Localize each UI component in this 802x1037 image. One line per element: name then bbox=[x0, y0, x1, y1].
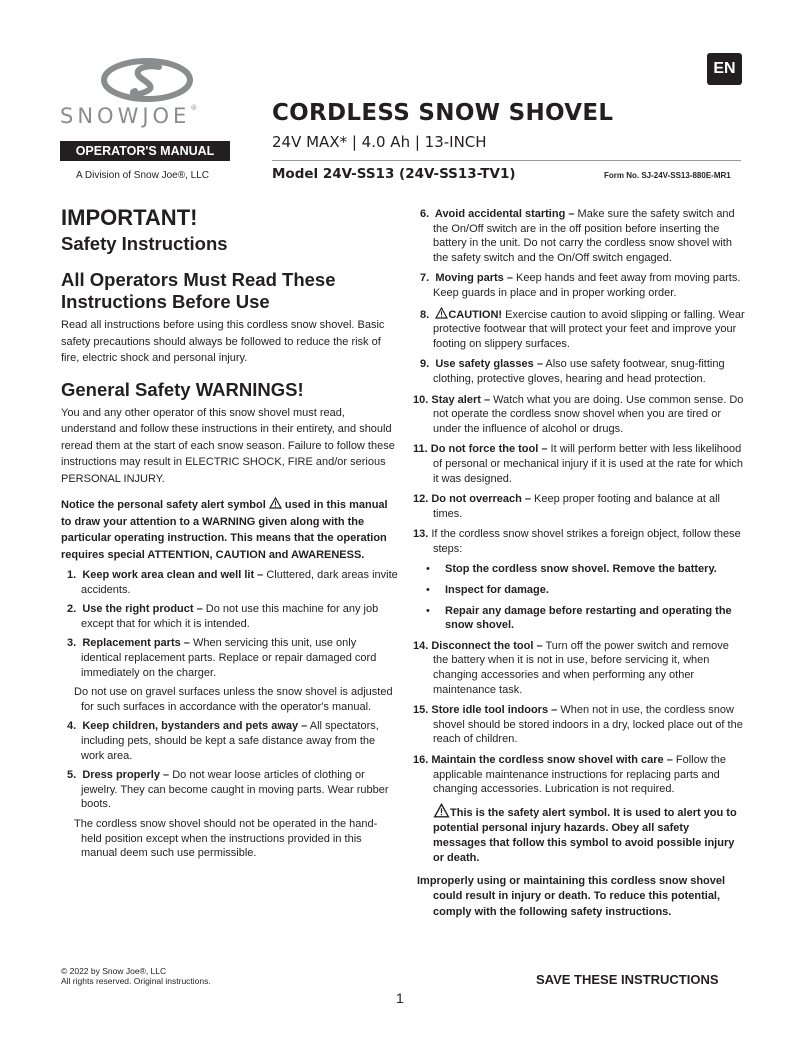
right-column bbox=[413, 207, 745, 920]
bullet-icon: • bbox=[426, 604, 430, 617]
list-item: 6. Avoid accidental starting – Make sure the safety switch and the On/Off switch are in the off position before inserting the battery in the unit. Do not carry the cordless snow shovel with the safety switch and the On/Off switch engaged. bbox=[420, 208, 735, 264]
header-divider bbox=[272, 160, 741, 161]
all-operators-heading: All Operators Must Read These Instructions Before Use bbox=[61, 269, 336, 312]
document-subtitle: 24V MAX* | 4.0 Ah | 13-INCH bbox=[272, 133, 487, 151]
warning-triangle-icon bbox=[269, 497, 282, 509]
closing-paragraph: Improperly using or maintaining this cordless snow shovel could result in injury or death. To reduce this potential, comply with the following safety instructions. bbox=[417, 874, 726, 918]
document-title: CORDLESS SNOW SHOVEL bbox=[272, 100, 614, 126]
list-item: 16. Maintain the cordless snow shovel with care – Follow the applicable maintenance instructions for replacing parts and changing accessories. Lubrication is not required. bbox=[413, 754, 727, 796]
intro-paragraph: Read all instructions before using this cordless snow shovel. Basic safety precautions should always be followed to reduce the risk of fire, electric shock and personal injury. bbox=[61, 319, 385, 364]
list-item: 11. Do not force the tool – It will perform better with less likelihood of personal or mechanical injury if it is used at the rate for which it was designed. bbox=[413, 443, 743, 485]
language-badge: EN bbox=[707, 53, 742, 85]
division-text: A Division of Snow Joe®, LLC bbox=[76, 170, 209, 181]
save-instructions: SAVE THESE INSTRUCTIONS bbox=[536, 972, 719, 987]
operators-manual-banner: OPERATOR'S MANUAL bbox=[60, 141, 230, 161]
page-number: 1 bbox=[396, 990, 404, 1006]
snowjoe-logo-text: SNOWJOE® bbox=[60, 104, 198, 128]
bullet-item: • Inspect for damage. bbox=[426, 584, 549, 597]
safety-alert-paragraph: This is the safety alert symbol. It is used to alert you to potential personal injury hazards. Obey all safety messages that follow this symbol to avoid possible injury or death. bbox=[413, 803, 745, 866]
general-warnings-heading: General Safety WARNINGS! bbox=[61, 378, 304, 400]
bullet-icon: • bbox=[426, 584, 430, 597]
list-item: 9. Use safety glasses – Also use safety footwear, snug-fitting clothing, protective gloves, hearing and head protection. bbox=[420, 358, 725, 385]
list-item: 1. Keep work area clean and well lit – Cluttered, dark areas invite accidents. bbox=[67, 569, 398, 596]
list-item: 7. Moving parts – Keep hands and feet away from moving parts. Keep guards in place and in proper working order. bbox=[420, 272, 741, 299]
warning-triangle-icon bbox=[435, 307, 448, 319]
list-item: 10. Stay alert – Watch what you are doing. Use common sense. Do not operate the cordless snow shovel when you are tired or under the influence of alcohol or drugs. bbox=[413, 393, 744, 435]
snowjoe-logo-mark bbox=[101, 58, 193, 102]
handheld-note: The cordless snow shovel should not be operated in the hand-held position except when the instructions provided in this manual deem such use permissible. bbox=[74, 817, 378, 860]
model-number: Model 24V-SS13 (24V-SS13-TV1) bbox=[272, 166, 516, 182]
list-item: 2. Use the right product – Do not use this machine for any job except that for which it is intended. bbox=[67, 603, 379, 630]
gravel-note: Do not use on gravel surfaces unless the snow shovel is adjusted for such surfaces in accordance with the operator's manual. bbox=[74, 686, 393, 713]
bullet-item: • Stop the cordless snow shovel. Remove the battery. bbox=[426, 563, 717, 576]
bullet-icon: • bbox=[426, 563, 430, 576]
bullet-item: • Repair any damage before restarting and operating the snow shovel. bbox=[426, 604, 732, 632]
left-column bbox=[61, 205, 398, 861]
list-item: 4. Keep children, bystanders and pets away – All spectators, including pets, should be kept a safe distance away from the work area. bbox=[67, 720, 379, 762]
important-heading: IMPORTANT! bbox=[61, 205, 198, 230]
list-item: 14. Disconnect the tool – Turn off the power switch and remove the battery when it is not in use, before servicing it, when changing accessories and when performing any other maintenance task. bbox=[413, 639, 729, 696]
list-item: 8. CAUTION! Exercise caution to avoid slipping or falling. Wear protective footwear that will protect your feet and improve your footing on slippery surfaces. bbox=[420, 308, 745, 350]
list-item: 3. Replacement parts – When servicing this unit, use only identical replacement parts. Replace or repair damaged cord immediately on the charger. bbox=[67, 637, 377, 679]
form-number: Form No. SJ-24V-SS13-880E-MR1 bbox=[604, 171, 731, 180]
warning-triangle-icon bbox=[433, 803, 450, 818]
copyright: © 2022 by Snow Joe®, LLC All rights reserved. Original instructions. bbox=[61, 966, 211, 986]
list-item: 13. If the cordless snow shovel strikes a foreign object, follow these steps: bbox=[413, 528, 741, 555]
list-item: 15. Store idle tool indoors – When not in use, the cordless snow shovel should be stored indoors in a dry, locked place out of the reach of children. bbox=[413, 704, 743, 746]
safety-instructions-heading: Safety Instructions bbox=[61, 233, 228, 254]
general-paragraph: You and any other operator of this snow shovel must read, understand and follow these instructions in their entirety, and should reread them at the start of each snow season. Failure to follow these instructions may result in ELECTRIC SHOCK, FIRE and/or serious PERSONAL INJURY. bbox=[61, 406, 395, 485]
notice-paragraph: Notice the personal safety alert symbol used in this manual to draw your attention to a WARNING given along with the particular operating instruction. This means that the operation requires special ATTENTION, CAUTION and AWARENESS. bbox=[61, 499, 388, 561]
list-item: 5. Dress properly – Do not wear loose articles of clothing or jewelry. They can become caught in moving parts. Wear rubber boots. bbox=[67, 769, 389, 811]
list-item: 12. Do not overreach – Keep proper footing and balance at all times. bbox=[413, 493, 720, 520]
